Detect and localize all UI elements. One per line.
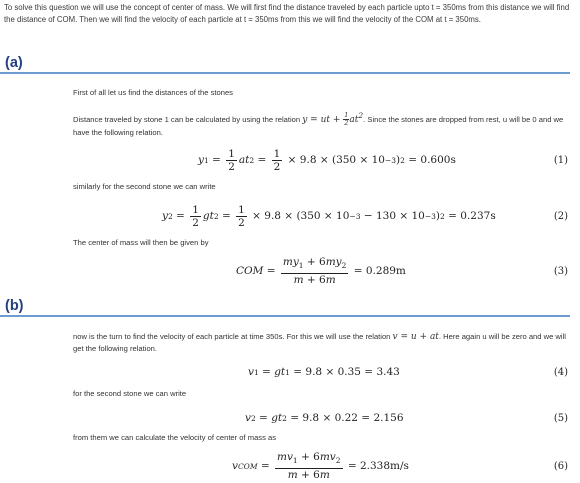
equation-2-result: 0.237s: [460, 210, 496, 222]
equation-1: [60, 145, 570, 175]
equation-4-result: 3.43: [376, 366, 400, 378]
relation-text-after: . Since the stones are dropped from rest, u will be 0 and we have the following relation.: [73, 115, 564, 137]
intro-paragraph: To solve this question we will use the concept of center of mass. We will first find the distance traveled by each particle upto t = 350ms from this distance we will find the distance of COM. Then we will find the velocity of each particle at t = 350ms from this we will find the velocity of the COM at t = 350ms.: [4, 3, 570, 24]
equation-4: [60, 357, 570, 387]
equation-3-body: COM = $\frac{my_1 + 6my_2}{m + 6m}$ = 0.289m: [236, 256, 406, 286]
equation-5: [60, 403, 570, 433]
equation-1-body: y 1 = $\frac{1}{2}$ at 2 = $\frac{1}{2}$ × 9.8 × (350 × 10 −3 ) 2 = 0.600s: [198, 147, 456, 173]
section-b-heading: (b): [5, 298, 24, 314]
velocity-formula-inline: v = u + at: [392, 332, 439, 342]
section-b-relation-paragraph: [73, 331, 569, 355]
equation-3-result: 0.289m: [365, 265, 406, 277]
equation-2: [60, 201, 570, 231]
velocity-text-after: . Here again u will be zero and we will get the following relation.: [73, 332, 566, 353]
equation-3-number: (3): [553, 265, 568, 277]
equation-6-result: 2.338m/s: [359, 460, 409, 472]
velocity-text-before: now is the turn to find the velocity of each particle at time 350s. For this we will use the relation: [73, 332, 391, 341]
section-a-divider: [0, 72, 570, 74]
section-a-second-stone-text: similarly for the second stone we can write: [73, 182, 216, 191]
equation-5-number: (5): [553, 412, 568, 424]
equation-4-number: (4): [553, 366, 568, 378]
equation-4-body: v 1 = gt 1 = 9.8 × 0.35 = 3.43: [248, 366, 400, 378]
section-a-com-text: The center of mass will then be given by: [73, 238, 209, 247]
equation-6: [60, 451, 570, 481]
section-b-second-stone-text: for the second stone we can write: [73, 389, 187, 398]
equation-5-result: 2.156: [373, 412, 404, 424]
equation-6-body: v COM = $\frac{mv_1 + 6mv_2}{m + 6m}$ = 2.338m/s: [232, 451, 409, 481]
equation-5-body: v 2 = gt 2 = 9.8 × 0.22 = 2.156: [245, 412, 404, 424]
section-a-relation-paragraph: [73, 110, 569, 139]
section-b-com-velocity-text: from them we can calculate the velocity of center of mass as: [73, 433, 277, 442]
section-a-heading: (a): [5, 55, 23, 71]
relation-text-before: Distance traveled by stone 1 can be calculated by using the relation: [73, 115, 301, 124]
section-a-intro: First of all let us find the distances of the stones: [73, 88, 233, 97]
equation-1-number: (1): [553, 154, 568, 166]
equation-3: [60, 256, 570, 286]
equation-2-number: (2): [553, 210, 568, 222]
equation-2-body: y 2 = $\frac{1}{2}$ gt 2 = $\frac{1}{2}$ × 9.8 × (350 × 10 −3 − 130 × 10 −3 ) 2 = 0.237s: [162, 203, 496, 229]
section-b-divider: [0, 315, 570, 317]
distance-formula-inline: y = ut + $\frac{1}{2}$ $at^2$: [302, 111, 364, 127]
equation-6-number: (6): [553, 460, 568, 472]
equation-1-result: 0.600s: [420, 154, 456, 166]
